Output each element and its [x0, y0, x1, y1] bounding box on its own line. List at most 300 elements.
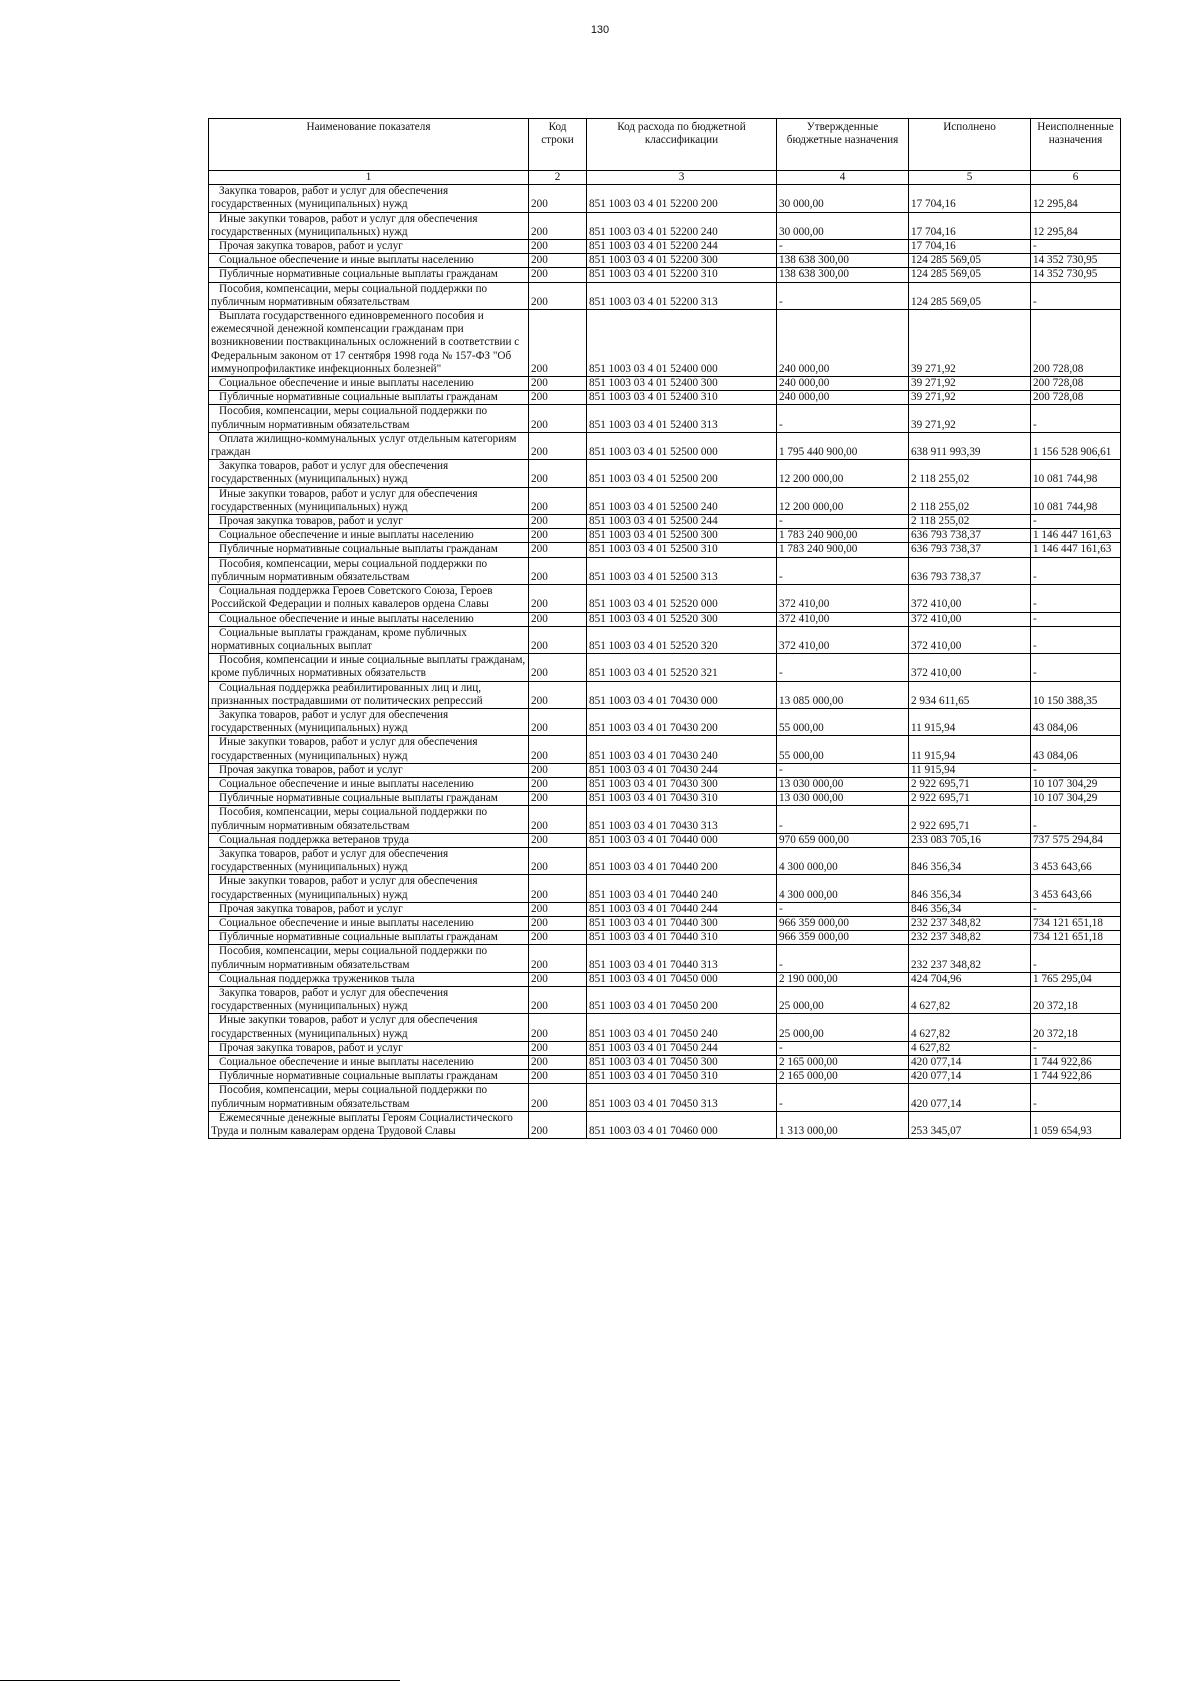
indicator-name-cell: Пособия, компенсации, меры социальной поддержки по публичным нормативным обязательствам [209, 806, 529, 833]
indicator-name-cell: Публичные нормативные социальные выплаты гражданам [209, 543, 529, 557]
expense-code-cell: 851 1003 03 4 01 52200 240 [587, 212, 777, 239]
executed-cell: 2 922 695,71 [909, 806, 1031, 833]
table-row [209, 1111, 1121, 1138]
table-row [209, 736, 1121, 763]
indicator-name-cell: Социальное обеспечение и иные выплаты населению [209, 1056, 529, 1070]
approved-cell: - [777, 902, 909, 916]
expense-code-cell: 851 1003 03 4 01 52500 300 [587, 529, 777, 543]
column-number-row [209, 171, 1121, 185]
indicator-name-cell: Социальное обеспечение и иные выплаты населению [209, 254, 529, 268]
approved-cell: 138 638 300,00 [777, 254, 909, 268]
table-row [209, 777, 1121, 791]
expense-code-cell: 851 1003 03 4 01 70430 240 [587, 736, 777, 763]
executed-cell: 420 077,14 [909, 1070, 1031, 1084]
executed-cell: 39 271,92 [909, 391, 1031, 405]
line-code-cell: 200 [529, 931, 587, 945]
indicator-name-cell: Прочая закупка товаров, работ и услуг [209, 902, 529, 916]
unexecuted-cell: 734 121 651,18 [1031, 916, 1121, 930]
unexecuted-cell: - [1031, 806, 1121, 833]
unexecuted-cell: - [1031, 282, 1121, 309]
executed-cell: 2 922 695,71 [909, 792, 1031, 806]
unexecuted-cell: 1 765 295,04 [1031, 972, 1121, 986]
header-row [209, 119, 1121, 171]
table-row [209, 681, 1121, 708]
executed-cell: 17 704,16 [909, 240, 1031, 254]
approved-cell: 240 000,00 [777, 377, 909, 391]
expense-code-cell: 851 1003 03 4 01 70430 300 [587, 777, 777, 791]
unexecuted-cell: 12 295,84 [1031, 185, 1121, 212]
executed-cell: 17 704,16 [909, 185, 1031, 212]
table-row [209, 543, 1121, 557]
approved-cell: 1 795 440 900,00 [777, 432, 909, 459]
table-row [209, 254, 1121, 268]
line-code-cell: 200 [529, 460, 587, 487]
table-row [209, 1041, 1121, 1055]
unexecuted-cell: - [1031, 557, 1121, 584]
approved-cell: 55 000,00 [777, 736, 909, 763]
table-row [209, 1014, 1121, 1041]
table-row [209, 185, 1121, 212]
indicator-name-cell: Пособия, компенсации и иные социальные выплаты гражданам, кроме публичных нормативных обязательств [209, 654, 529, 681]
approved-cell: 970 659 000,00 [777, 833, 909, 847]
approved-cell: 12 200 000,00 [777, 460, 909, 487]
executed-cell: 372 410,00 [909, 654, 1031, 681]
line-code-cell: 200 [529, 1041, 587, 1055]
expense-code-cell: 851 1003 03 4 01 70440 000 [587, 833, 777, 847]
indicator-name-cell: Иные закупки товаров, работ и услуг для обеспечения государственных (муниципальных) нужд [209, 736, 529, 763]
expense-code-cell: 851 1003 03 4 01 70450 000 [587, 972, 777, 986]
indicator-name-cell: Прочая закупка товаров, работ и услуг [209, 515, 529, 529]
approved-cell: 1 313 000,00 [777, 1111, 909, 1138]
table-row [209, 310, 1121, 377]
unexecuted-cell: 20 372,18 [1031, 1014, 1121, 1041]
expense-code-cell: 851 1003 03 4 01 70440 244 [587, 902, 777, 916]
line-code-cell: 200 [529, 708, 587, 735]
header-line-code: Код строки [529, 119, 587, 171]
expense-code-cell: 851 1003 03 4 01 52200 244 [587, 240, 777, 254]
table-body [209, 185, 1121, 1139]
unexecuted-cell: - [1031, 612, 1121, 626]
column-number: 2 [529, 171, 587, 185]
expense-code-cell: 851 1003 03 4 01 52400 310 [587, 391, 777, 405]
executed-cell: 39 271,92 [909, 405, 1031, 432]
page-number: 130 [590, 24, 610, 36]
unexecuted-cell: 1 156 528 906,61 [1031, 432, 1121, 459]
expense-code-cell: 851 1003 03 4 01 70430 000 [587, 681, 777, 708]
line-code-cell: 200 [529, 612, 587, 626]
table-row [209, 847, 1121, 874]
table-row [209, 945, 1121, 972]
table-row [209, 557, 1121, 584]
expense-code-cell: 851 1003 03 4 01 52500 000 [587, 432, 777, 459]
table-row [209, 1070, 1121, 1084]
indicator-name-cell: Иные закупки товаров, работ и услуг для обеспечения государственных (муниципальных) нужд [209, 875, 529, 902]
table-row [209, 585, 1121, 612]
approved-cell: - [777, 405, 909, 432]
unexecuted-cell: 20 372,18 [1031, 986, 1121, 1013]
approved-cell: 966 359 000,00 [777, 916, 909, 930]
expense-code-cell: 851 1003 03 4 01 70430 313 [587, 806, 777, 833]
indicator-name-cell: Иные закупки товаров, работ и услуг для обеспечения государственных (муниципальных) нужд [209, 487, 529, 514]
expense-code-cell: 851 1003 03 4 01 52200 310 [587, 268, 777, 282]
table-row [209, 432, 1121, 459]
unexecuted-cell: 14 352 730,95 [1031, 254, 1121, 268]
line-code-cell: 200 [529, 1056, 587, 1070]
approved-cell: - [777, 1084, 909, 1111]
line-code-cell: 200 [529, 1014, 587, 1041]
table-row [209, 763, 1121, 777]
approved-cell: 13 030 000,00 [777, 792, 909, 806]
expense-code-cell: 851 1003 03 4 01 52400 000 [587, 310, 777, 377]
approved-cell: 12 200 000,00 [777, 487, 909, 514]
expense-code-cell: 851 1003 03 4 01 52200 313 [587, 282, 777, 309]
line-code-cell: 200 [529, 212, 587, 239]
expense-code-cell: 851 1003 03 4 01 52500 240 [587, 487, 777, 514]
unexecuted-cell: 3 453 643,66 [1031, 847, 1121, 874]
table-row [209, 405, 1121, 432]
indicator-name-cell: Публичные нормативные социальные выплаты гражданам [209, 931, 529, 945]
unexecuted-cell: 10 081 744,98 [1031, 487, 1121, 514]
expense-code-cell: 851 1003 03 4 01 52500 310 [587, 543, 777, 557]
unexecuted-cell: 43 084,06 [1031, 736, 1121, 763]
line-code-cell: 200 [529, 626, 587, 653]
executed-cell: 233 083 705,16 [909, 833, 1031, 847]
unexecuted-cell: 43 084,06 [1031, 708, 1121, 735]
indicator-name-cell: Прочая закупка товаров, работ и услуг [209, 1041, 529, 1055]
indicator-name-cell: Пособия, компенсации, меры социальной поддержки по публичным нормативным обязательствам [209, 282, 529, 309]
table-row [209, 833, 1121, 847]
unexecuted-cell: 1 146 447 161,63 [1031, 543, 1121, 557]
executed-cell: 638 911 993,39 [909, 432, 1031, 459]
executed-cell: 232 237 348,82 [909, 916, 1031, 930]
indicator-name-cell: Закупка товаров, работ и услуг для обеспечения государственных (муниципальных) нужд [209, 986, 529, 1013]
approved-cell: 4 300 000,00 [777, 875, 909, 902]
indicator-name-cell: Социальная поддержка Героев Советского Союза, Героев Российской Федерации и полных кавалеров ордена Славы [209, 585, 529, 612]
expense-code-cell: 851 1003 03 4 01 52400 313 [587, 405, 777, 432]
unexecuted-cell: 200 728,08 [1031, 377, 1121, 391]
unexecuted-cell: - [1031, 1084, 1121, 1111]
unexecuted-cell: 10 107 304,29 [1031, 777, 1121, 791]
expense-code-cell: 851 1003 03 4 01 70430 200 [587, 708, 777, 735]
expense-code-cell: 851 1003 03 4 01 70440 240 [587, 875, 777, 902]
expense-code-cell: 851 1003 03 4 01 52200 200 [587, 185, 777, 212]
table-row [209, 792, 1121, 806]
line-code-cell: 200 [529, 833, 587, 847]
indicator-name-cell: Социальная поддержка ветеранов труда [209, 833, 529, 847]
expense-code-cell: 851 1003 03 4 01 70450 240 [587, 1014, 777, 1041]
approved-cell: 25 000,00 [777, 1014, 909, 1041]
unexecuted-cell: 734 121 651,18 [1031, 931, 1121, 945]
line-code-cell: 200 [529, 557, 587, 584]
expense-code-cell: 851 1003 03 4 01 52400 300 [587, 377, 777, 391]
line-code-cell: 200 [529, 916, 587, 930]
expense-code-cell: 851 1003 03 4 01 70440 313 [587, 945, 777, 972]
unexecuted-cell: 14 352 730,95 [1031, 268, 1121, 282]
approved-cell: 25 000,00 [777, 986, 909, 1013]
header-unexecuted: Неисполненные назначения [1031, 119, 1121, 171]
line-code-cell: 200 [529, 654, 587, 681]
table-row [209, 931, 1121, 945]
table-row [209, 487, 1121, 514]
executed-cell: 2 118 255,02 [909, 487, 1031, 514]
approved-cell: 966 359 000,00 [777, 931, 909, 945]
header-indicator-name: Наименование показателя [209, 119, 529, 171]
line-code-cell: 200 [529, 405, 587, 432]
approved-cell: 2 165 000,00 [777, 1056, 909, 1070]
executed-cell: 11 915,94 [909, 763, 1031, 777]
approved-cell: 372 410,00 [777, 612, 909, 626]
table-row [209, 806, 1121, 833]
executed-cell: 253 345,07 [909, 1111, 1031, 1138]
header-executed: Исполнено [909, 119, 1031, 171]
table-row [209, 654, 1121, 681]
expense-code-cell: 851 1003 03 4 01 52520 320 [587, 626, 777, 653]
approved-cell: - [777, 240, 909, 254]
table-row [209, 708, 1121, 735]
executed-cell: 11 915,94 [909, 708, 1031, 735]
unexecuted-cell: 12 295,84 [1031, 212, 1121, 239]
column-number: 4 [777, 171, 909, 185]
indicator-name-cell: Социальная поддержка тружеников тыла [209, 972, 529, 986]
indicator-name-cell: Публичные нормативные социальные выплаты гражданам [209, 391, 529, 405]
table-row [209, 902, 1121, 916]
budget-execution-table [208, 118, 1121, 1139]
indicator-name-cell: Закупка товаров, работ и услуг для обеспечения государственных (муниципальных) нужд [209, 708, 529, 735]
line-code-cell: 200 [529, 543, 587, 557]
table-row [209, 268, 1121, 282]
executed-cell: 2 934 611,65 [909, 681, 1031, 708]
table-row [209, 460, 1121, 487]
indicator-name-cell: Социальное обеспечение и иные выплаты населению [209, 916, 529, 930]
approved-cell: - [777, 763, 909, 777]
executed-cell: 39 271,92 [909, 377, 1031, 391]
executed-cell: 39 271,92 [909, 310, 1031, 377]
indicator-name-cell: Публичные нормативные социальные выплаты гражданам [209, 792, 529, 806]
indicator-name-cell: Социальные выплаты гражданам, кроме публичных нормативных социальных выплат [209, 626, 529, 653]
table-row [209, 1056, 1121, 1070]
line-code-cell: 200 [529, 1084, 587, 1111]
line-code-cell: 200 [529, 254, 587, 268]
unexecuted-cell: - [1031, 240, 1121, 254]
approved-cell: 240 000,00 [777, 310, 909, 377]
indicator-name-cell: Оплата жилищно-коммунальных услуг отдельным категориям граждан [209, 432, 529, 459]
executed-cell: 232 237 348,82 [909, 931, 1031, 945]
line-code-cell: 200 [529, 847, 587, 874]
indicator-name-cell: Социальное обеспечение и иные выплаты населению [209, 377, 529, 391]
table-row [209, 515, 1121, 529]
expense-code-cell: 851 1003 03 4 01 52500 200 [587, 460, 777, 487]
line-code-cell: 200 [529, 792, 587, 806]
unexecuted-cell: 1 146 447 161,63 [1031, 529, 1121, 543]
executed-cell: 420 077,14 [909, 1056, 1031, 1070]
approved-cell: - [777, 515, 909, 529]
table-row [209, 875, 1121, 902]
executed-cell: 636 793 738,37 [909, 529, 1031, 543]
executed-cell: 4 627,82 [909, 1014, 1031, 1041]
table-row [209, 626, 1121, 653]
line-code-cell: 200 [529, 972, 587, 986]
executed-cell: 124 285 569,05 [909, 268, 1031, 282]
unexecuted-cell: 200 728,08 [1031, 391, 1121, 405]
approved-cell: 4 300 000,00 [777, 847, 909, 874]
line-code-cell: 200 [529, 515, 587, 529]
expense-code-cell: 851 1003 03 4 01 70430 310 [587, 792, 777, 806]
unexecuted-cell: - [1031, 626, 1121, 653]
approved-cell: 372 410,00 [777, 585, 909, 612]
expense-code-cell: 851 1003 03 4 01 70450 200 [587, 986, 777, 1013]
approved-cell: 2 190 000,00 [777, 972, 909, 986]
line-code-cell: 200 [529, 268, 587, 282]
approved-cell: 2 165 000,00 [777, 1070, 909, 1084]
executed-cell: 11 915,94 [909, 736, 1031, 763]
indicator-name-cell: Социальная поддержка реабилитированных лиц и лиц, признанных пострадавшими от политических репрессий [209, 681, 529, 708]
unexecuted-cell: 3 453 643,66 [1031, 875, 1121, 902]
footer-rule [0, 1680, 400, 1681]
indicator-name-cell: Социальное обеспечение и иные выплаты населению [209, 529, 529, 543]
approved-cell: - [777, 654, 909, 681]
line-code-cell: 200 [529, 529, 587, 543]
column-number: 1 [209, 171, 529, 185]
executed-cell: 2 922 695,71 [909, 777, 1031, 791]
executed-cell: 372 410,00 [909, 626, 1031, 653]
executed-cell: 17 704,16 [909, 212, 1031, 239]
indicator-name-cell: Пособия, компенсации, меры социальной поддержки по публичным нормативным обязательствам [209, 1084, 529, 1111]
executed-cell: 636 793 738,37 [909, 557, 1031, 584]
table-row [209, 972, 1121, 986]
expense-code-cell: 851 1003 03 4 01 52500 313 [587, 557, 777, 584]
expense-code-cell: 851 1003 03 4 01 52520 000 [587, 585, 777, 612]
line-code-cell: 200 [529, 432, 587, 459]
indicator-name-cell: Закупка товаров, работ и услуг для обеспечения государственных (муниципальных) нужд [209, 847, 529, 874]
approved-cell: - [777, 1041, 909, 1055]
line-code-cell: 200 [529, 681, 587, 708]
indicator-name-cell: Выплата государственного единовременного пособия и ежемесячной денежной компенсации гражданам при возникновении поствакцинальных осложнений в соответствии с Федеральным законом от 17 сентября 1998 года № 157-ФЗ "Об иммунопрофилактике инфекционных болезней" [209, 310, 529, 377]
expense-code-cell: 851 1003 03 4 01 52200 300 [587, 254, 777, 268]
unexecuted-cell: - [1031, 585, 1121, 612]
table-row [209, 377, 1121, 391]
header-approved: Утвержденные бюджетные назначения [777, 119, 909, 171]
indicator-name-cell: Иные закупки товаров, работ и услуг для обеспечения государственных (муниципальных) нужд [209, 1014, 529, 1041]
line-code-cell: 200 [529, 310, 587, 377]
line-code-cell: 200 [529, 487, 587, 514]
indicator-name-cell: Прочая закупка товаров, работ и услуг [209, 763, 529, 777]
table-row [209, 391, 1121, 405]
executed-cell: 2 118 255,02 [909, 515, 1031, 529]
approved-cell: - [777, 806, 909, 833]
expense-code-cell: 851 1003 03 4 01 70440 200 [587, 847, 777, 874]
executed-cell: 4 627,82 [909, 1041, 1031, 1055]
indicator-name-cell: Закупка товаров, работ и услуг для обеспечения государственных (муниципальных) нужд [209, 185, 529, 212]
line-code-cell: 200 [529, 763, 587, 777]
line-code-cell: 200 [529, 945, 587, 972]
table-row [209, 282, 1121, 309]
unexecuted-cell: 1 744 922,86 [1031, 1070, 1121, 1084]
approved-cell: 13 030 000,00 [777, 777, 909, 791]
indicator-name-cell: Ежемесячные денежные выплаты Героям Социалистического Труда и полным кавалерам ордена Трудовой Славы [209, 1111, 529, 1138]
line-code-cell: 200 [529, 736, 587, 763]
approved-cell: 30 000,00 [777, 212, 909, 239]
approved-cell: 372 410,00 [777, 626, 909, 653]
unexecuted-cell: 10 107 304,29 [1031, 792, 1121, 806]
executed-cell: 372 410,00 [909, 612, 1031, 626]
column-number: 6 [1031, 171, 1121, 185]
table-row [209, 529, 1121, 543]
line-code-cell: 200 [529, 377, 587, 391]
unexecuted-cell: 1 059 654,93 [1031, 1111, 1121, 1138]
unexecuted-cell: - [1031, 405, 1121, 432]
indicator-name-cell: Прочая закупка товаров, работ и услуг [209, 240, 529, 254]
unexecuted-cell: - [1031, 945, 1121, 972]
indicator-name-cell: Социальное обеспечение и иные выплаты населению [209, 777, 529, 791]
executed-cell: 424 704,96 [909, 972, 1031, 986]
executed-cell: 636 793 738,37 [909, 543, 1031, 557]
unexecuted-cell: 10 150 388,35 [1031, 681, 1121, 708]
table-row [209, 612, 1121, 626]
expense-code-cell: 851 1003 03 4 01 70460 000 [587, 1111, 777, 1138]
header-expense-code: Код расхода по бюджетной классификации [587, 119, 777, 171]
unexecuted-cell: - [1031, 763, 1121, 777]
expense-code-cell: 851 1003 03 4 01 52520 300 [587, 612, 777, 626]
approved-cell: 1 783 240 900,00 [777, 543, 909, 557]
executed-cell: 372 410,00 [909, 585, 1031, 612]
unexecuted-cell: 10 081 744,98 [1031, 460, 1121, 487]
indicator-name-cell: Закупка товаров, работ и услуг для обеспечения государственных (муниципальных) нужд [209, 460, 529, 487]
column-number: 5 [909, 171, 1031, 185]
approved-cell: 30 000,00 [777, 185, 909, 212]
expense-code-cell: 851 1003 03 4 01 70450 300 [587, 1056, 777, 1070]
column-number: 3 [587, 171, 777, 185]
indicator-name-cell: Социальное обеспечение и иные выплаты населению [209, 612, 529, 626]
unexecuted-cell: 200 728,08 [1031, 310, 1121, 377]
approved-cell: 13 085 000,00 [777, 681, 909, 708]
indicator-name-cell: Пособия, компенсации, меры социальной поддержки по публичным нормативным обязательствам [209, 405, 529, 432]
approved-cell: 240 000,00 [777, 391, 909, 405]
expense-code-cell: 851 1003 03 4 01 52520 321 [587, 654, 777, 681]
executed-cell: 124 285 569,05 [909, 282, 1031, 309]
unexecuted-cell: 1 744 922,86 [1031, 1056, 1121, 1070]
expense-code-cell: 851 1003 03 4 01 70440 310 [587, 931, 777, 945]
line-code-cell: 200 [529, 777, 587, 791]
line-code-cell: 200 [529, 986, 587, 1013]
executed-cell: 232 237 348,82 [909, 945, 1031, 972]
expense-code-cell: 851 1003 03 4 01 70450 310 [587, 1070, 777, 1084]
approved-cell: - [777, 945, 909, 972]
unexecuted-cell: - [1031, 515, 1121, 529]
unexecuted-cell: - [1031, 1041, 1121, 1055]
unexecuted-cell: - [1031, 902, 1121, 916]
expense-code-cell: 851 1003 03 4 01 52500 244 [587, 515, 777, 529]
expense-code-cell: 851 1003 03 4 01 70450 244 [587, 1041, 777, 1055]
expense-code-cell: 851 1003 03 4 01 70440 300 [587, 916, 777, 930]
indicator-name-cell: Публичные нормативные социальные выплаты гражданам [209, 268, 529, 282]
line-code-cell: 200 [529, 1111, 587, 1138]
expense-code-cell: 851 1003 03 4 01 70430 244 [587, 763, 777, 777]
line-code-cell: 200 [529, 391, 587, 405]
indicator-name-cell: Публичные нормативные социальные выплаты гражданам [209, 1070, 529, 1084]
executed-cell: 4 627,82 [909, 986, 1031, 1013]
table-row [209, 212, 1121, 239]
table-row [209, 916, 1121, 930]
table-row [209, 240, 1121, 254]
line-code-cell: 200 [529, 902, 587, 916]
approved-cell: - [777, 557, 909, 584]
line-code-cell: 200 [529, 875, 587, 902]
indicator-name-cell: Пособия, компенсации, меры социальной поддержки по публичным нормативным обязательствам [209, 945, 529, 972]
indicator-name-cell: Иные закупки товаров, работ и услуг для обеспечения государственных (муниципальных) нужд [209, 212, 529, 239]
approved-cell: 1 783 240 900,00 [777, 529, 909, 543]
approved-cell: 55 000,00 [777, 708, 909, 735]
indicator-name-cell: Пособия, компенсации, меры социальной поддержки по публичным нормативным обязательствам [209, 557, 529, 584]
